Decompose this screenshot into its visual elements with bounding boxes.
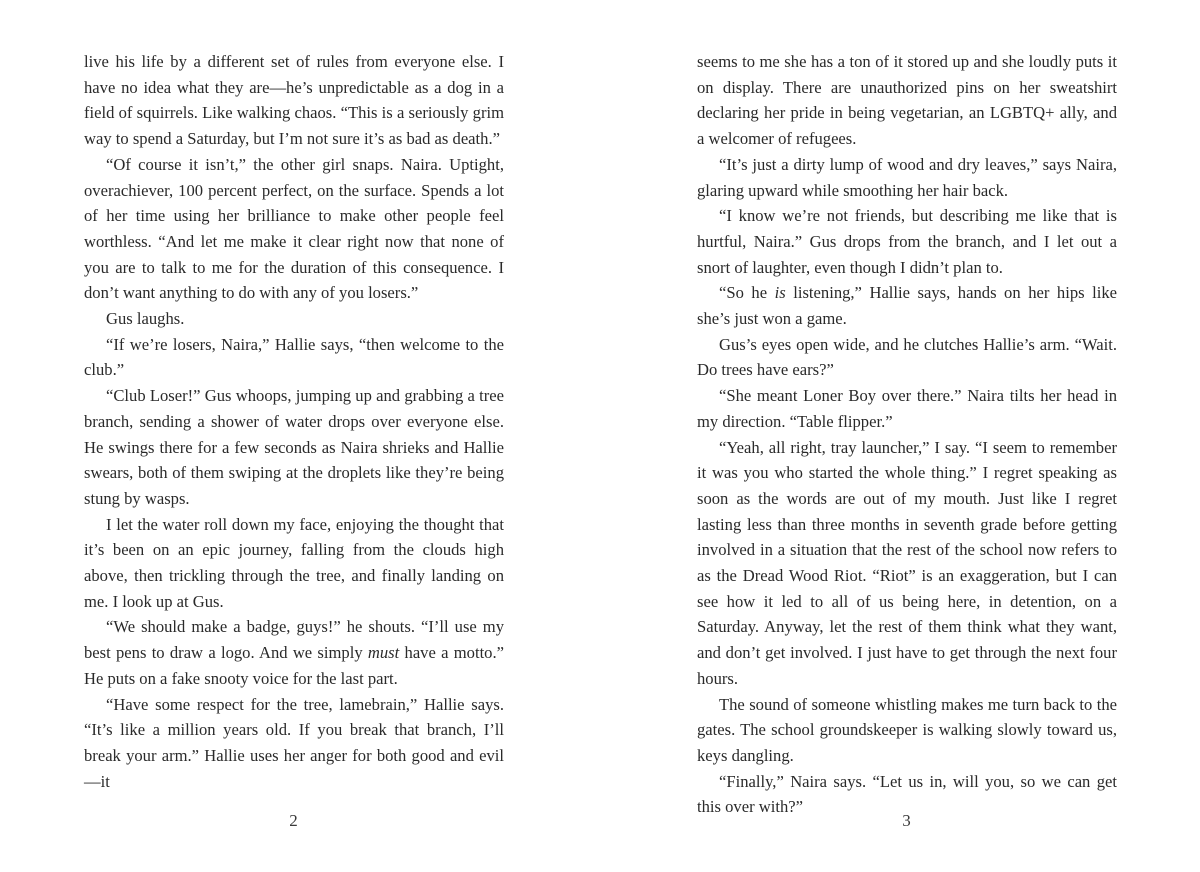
paragraph — [84, 152, 504, 306]
right-page-number: 3 — [902, 811, 912, 830]
text-segment: seems to me she has a ton of it stored up and she loudly puts it on display. There are unauthorized pins on her sweatshirt declaring her pride in being vegetarian, an LGBTQ+ ally, and a welcomer of refugees. — [697, 52, 1117, 149]
right-page-text — [697, 49, 1117, 820]
left-page-text — [84, 49, 504, 794]
text-segment: Gus laughs. — [106, 309, 185, 329]
right-page — [697, 49, 1117, 849]
paragraph — [697, 203, 1117, 280]
text-segment: The sound of someone whistling makes me turn back to the gates. The school groundskeeper is walking slowly toward us, keys dangling. — [697, 694, 1117, 765]
text-segment: “Club Loser!” Gus whoops, jumping up and grabbing a tree branch, sending a shower of water drops over everyone else. He swings there for a few seconds as Naira shrieks and Hallie swears, both of them swiping at the droplets like they’re being stung by wasps. — [84, 386, 504, 508]
text-segment: “So he — [719, 283, 775, 303]
paragraph — [84, 306, 504, 332]
paragraph — [84, 49, 504, 152]
text-segment: “We should make a badge, guys!” he shouts. “I’ll use my best pens to draw a logo. And we simply — [84, 617, 504, 663]
text-segment: live his life by a different set of rules from everyone else. I have no idea what they are—he’s unpredictable as a dog in a field of squirrels. Like walking chaos. “This is a seriously grim way to spend a Saturday, but I’m not sure it’s as bad as death.” — [84, 52, 504, 149]
text-segment: Gus’s eyes open wide, and he clutches Hallie’s arm. “Wait. Do trees have ears?” — [697, 334, 1117, 380]
text-segment: “Of course it isn’t,” the other girl snaps. Naira. Uptight, overachiever, 100 percent perfect, on the surface. Spends a lot of her time using her brilliance to make other people feel worthless. “And let me make it clear right now that none of you are to talk to me for the duration of this consequence. I don’t want anything to do with any of you losers.” — [84, 154, 504, 303]
paragraph — [697, 435, 1117, 692]
paragraph — [84, 512, 504, 615]
text-segment: “It’s just a dirty lump of wood and dry leaves,” says Naira, glaring upward while smoothing her hair back. — [697, 154, 1117, 200]
text-segment: “If we’re losers, Naira,” Hallie says, “then welcome to the club.” — [84, 334, 504, 380]
text-segment: I let the water roll down my face, enjoying the thought that it’s been on an epic journey, falling from the clouds high above, then trickling through the tree, and finally landing on me. I look up at Gus. — [84, 514, 504, 611]
text-segment: “Yeah, all right, tray launcher,” I say. “I seem to remember it was you who started the whole thing.” I regret speaking as soon as the words are out of my mouth. Just like I regret lasting less than three months in seventh grade before getting involved in a situation that the rest of the school now refers to as the Dread Wood Riot. “Riot” is an exaggeration, but I can see how it led to all of us being here, in detention, on a Saturday. Anyway, let the rest of them think what they want, and don’t get involved. I just have to get through the next four hours. — [697, 437, 1117, 688]
paragraph — [84, 614, 504, 691]
text-segment: “Have some respect for the tree, lamebrain,” Hallie says. “It’s like a million years old. If you break that branch, I’ll break your arm.” Hallie uses her anger for both good and evil—it — [84, 694, 504, 791]
text-segment: “I know we’re not friends, but describing me like that is hurtful, Naira.” Gus drops from the branch, and I let out a snort of laughter, even though I didn’t plan to. — [697, 206, 1117, 277]
paragraph — [84, 692, 504, 795]
text-segment: listening,” Hallie says, hands on her hips like she’s just won a game. — [697, 283, 1117, 329]
italic-text: must — [367, 643, 400, 663]
paragraph — [84, 383, 504, 512]
paragraph — [697, 280, 1117, 331]
paragraph — [697, 152, 1117, 203]
text-segment: have a motto.” He puts on a fake snooty voice for the last part. — [84, 643, 504, 688]
italic-text: is — [774, 283, 786, 303]
left-page — [84, 49, 504, 849]
paragraph — [84, 332, 504, 383]
left-page-number: 2 — [289, 811, 299, 830]
paragraph — [697, 383, 1117, 434]
paragraph — [697, 49, 1117, 152]
text-segment: “Finally,” Naira says. “Let us in, will you, so we can get this over with?” — [697, 771, 1117, 817]
text-segment: “She meant Loner Boy over there.” Naira tilts her head in my direction. “Table flipper.” — [697, 386, 1117, 431]
paragraph — [697, 332, 1117, 383]
paragraph — [697, 692, 1117, 769]
